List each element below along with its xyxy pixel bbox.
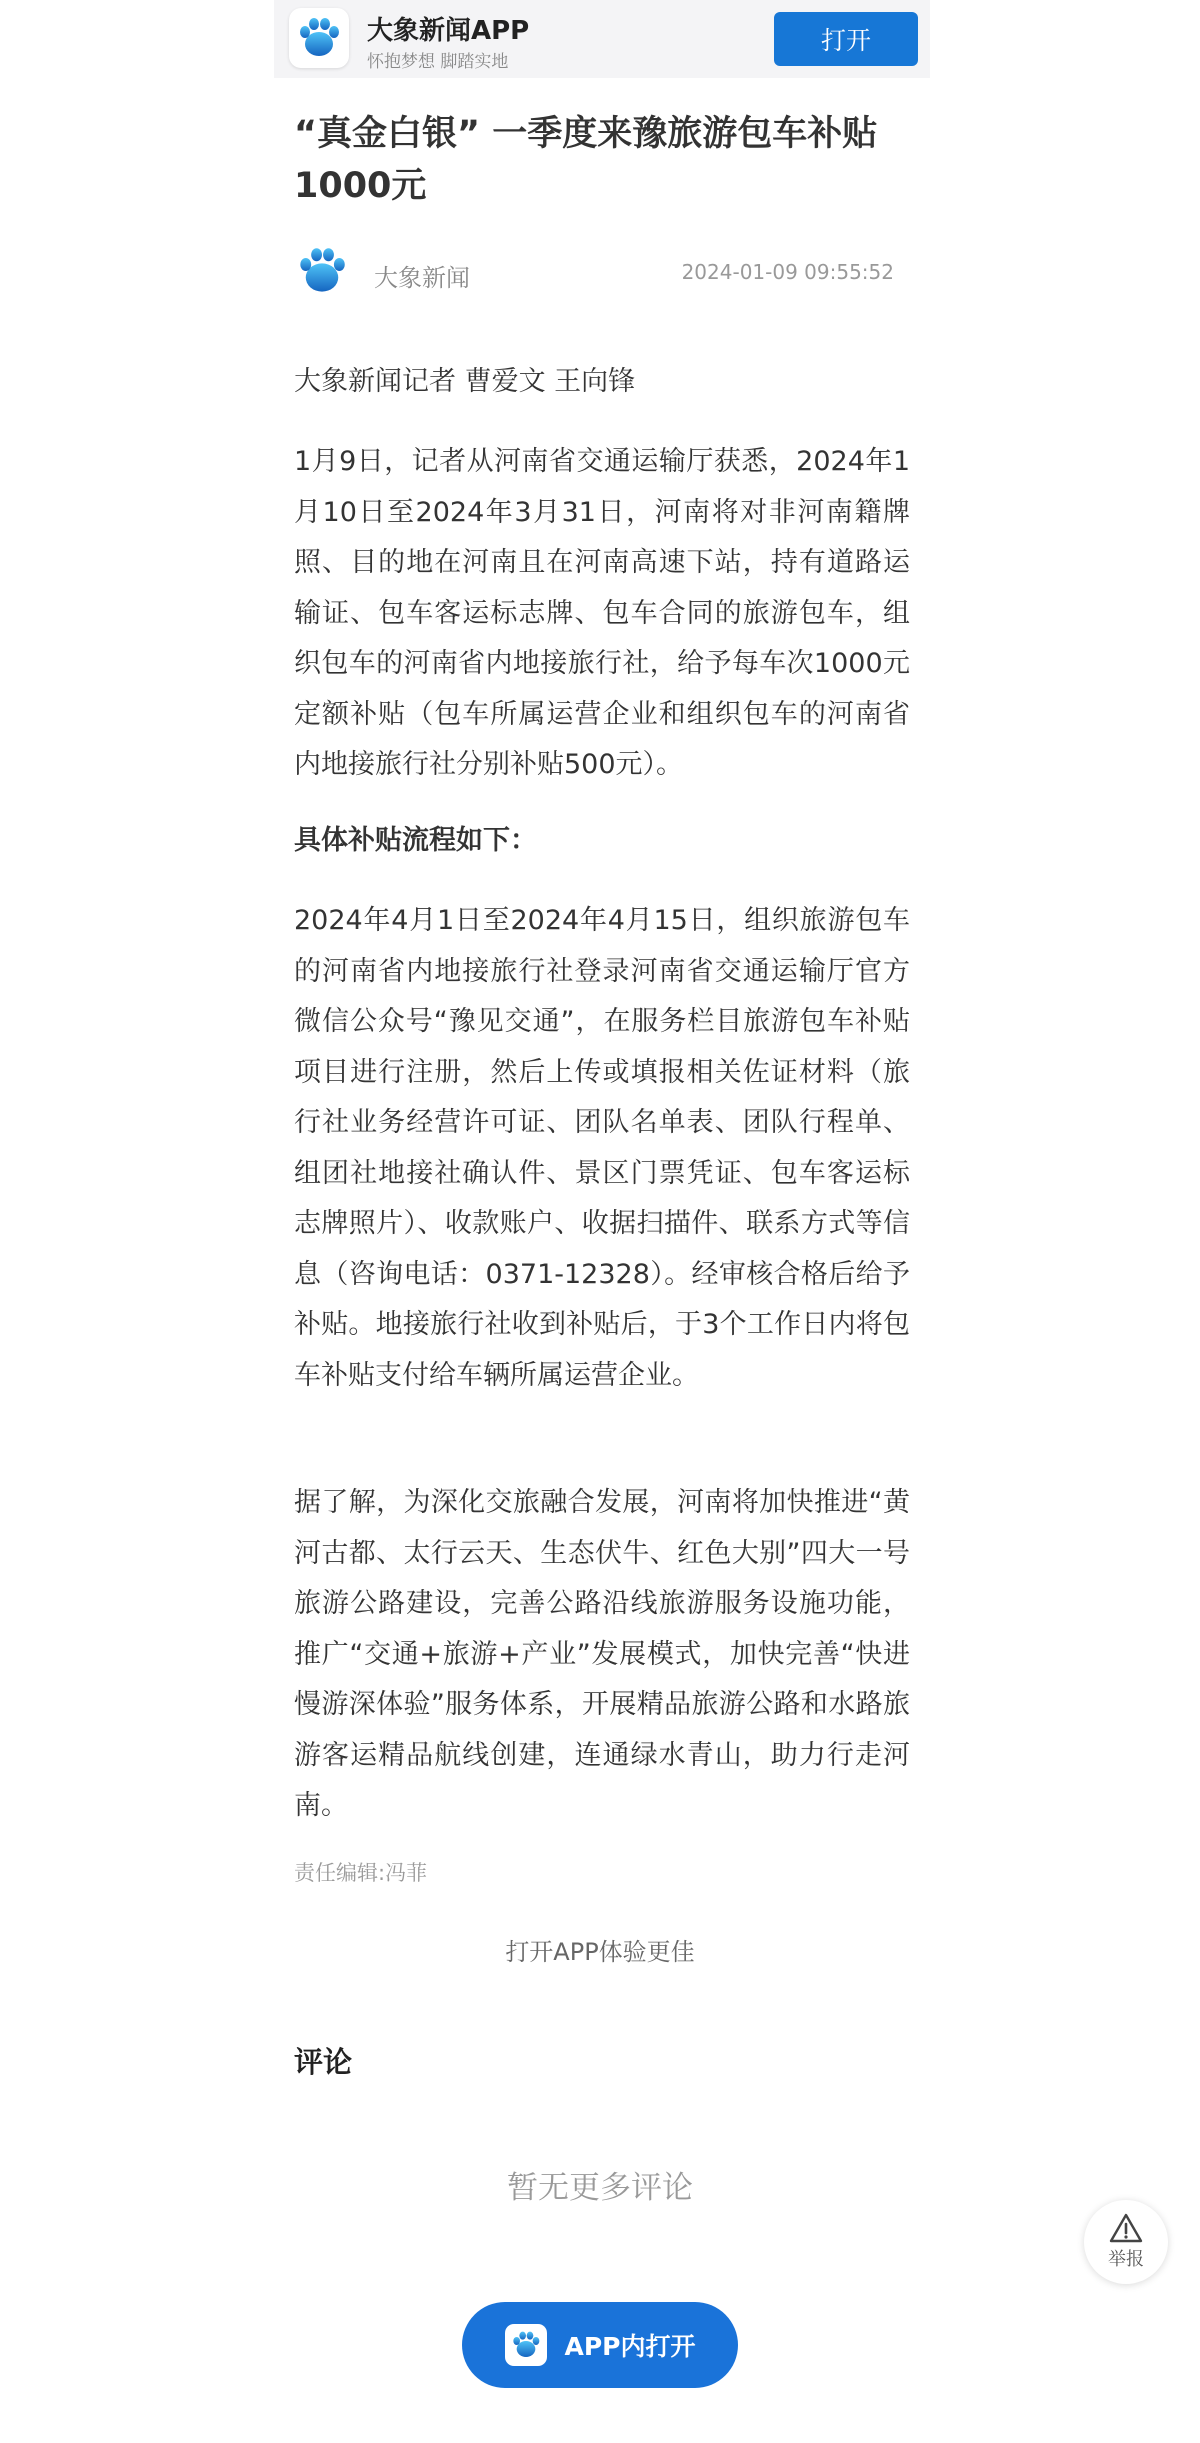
author-name[interactable]: 大象新闻 xyxy=(374,264,470,292)
article-paragraph-3: 据了解，为深化交旅融合发展，河南将加快推进“黄河古都、太行云天、生态伏牛、红色大别”四大一号旅游公路建设，完善公路沿线旅游服务设施功能，推广“交通+旅游+产业”发展模式，加快完善“快进慢游深体验”服务体系，开展精品旅游公路和水路旅游客运精品航线创建，连通绿水青山，助力行走河南。 xyxy=(294,1487,910,1821)
paw-icon xyxy=(296,245,348,297)
app-logo xyxy=(289,8,349,68)
open-app-promo-link[interactable]: 打开APP体验更佳 xyxy=(505,1938,695,1966)
report-label: 举报 xyxy=(1108,2249,1144,2270)
article-title: “真金白银” 一季度来豫旅游包车补贴1000元 xyxy=(294,114,878,206)
app-slogan: 怀抱梦想 脚踏实地 xyxy=(367,52,509,72)
no-comments-text: 暂无更多评论 xyxy=(507,2170,693,2206)
app-logo-small xyxy=(505,2324,547,2366)
app-banner xyxy=(274,0,930,78)
publish-time: 2024-01-09 09:55:52 xyxy=(681,260,894,284)
warning-icon xyxy=(1109,2213,1143,2243)
article-paragraph-2: 2024年4月1日至2024年4月15日，组织旅游包车的河南省内地接旅行社登录河南省交通运输厅官方微信公众号“豫见交通”，在服务栏目旅游包车补贴项目进行注册，然后上传或填报相关佐证材料（旅行社业务经营许可证、团队名单表、团队行程单、组团社地接社确认件、景区门票凭证、包车客运标志牌照片）、收款账户、收据扫描件、联系方式等信息（咨询电话：0371-12328）。经审核合格后给予补贴。地接旅行社收到补贴后，于3个工作日内将包车补贴支付给车辆所属运营企业。 xyxy=(294,905,910,1391)
open-in-app-label: APP内打开 xyxy=(564,2332,696,2361)
open-in-app-button[interactable] xyxy=(462,2302,738,2388)
comments-heading: 评论 xyxy=(294,2045,353,2079)
article-meta xyxy=(294,240,910,304)
author-avatar[interactable] xyxy=(294,243,350,299)
responsible-editor: 责任编辑:冯菲 xyxy=(294,1861,428,1885)
app-name: 大象新闻APP xyxy=(367,16,530,46)
article-byline: 大象新闻记者 曹爱文 王向锋 xyxy=(294,366,636,397)
paw-icon xyxy=(295,14,343,62)
report-button[interactable] xyxy=(1084,2200,1168,2284)
open-app-button[interactable]: 打开 xyxy=(774,12,918,66)
paw-icon xyxy=(510,2329,542,2361)
article-paragraph-1: 1月9日，记者从河南省交通运输厅获悉，2024年1月10日至2024年3月31日，河南将对非河南籍牌照、目的地在河南且在河南高速下站，持有道路运输证、包车客运标志牌、包车合同的旅游包车，组织包车的河南省内地接旅行社，给予每车次1000元定额补贴（包车所属运营企业和组织包车的河南省内地接旅行社分别补贴500元）。 xyxy=(294,446,910,780)
article-subheading: 具体补贴流程如下： xyxy=(294,825,537,856)
